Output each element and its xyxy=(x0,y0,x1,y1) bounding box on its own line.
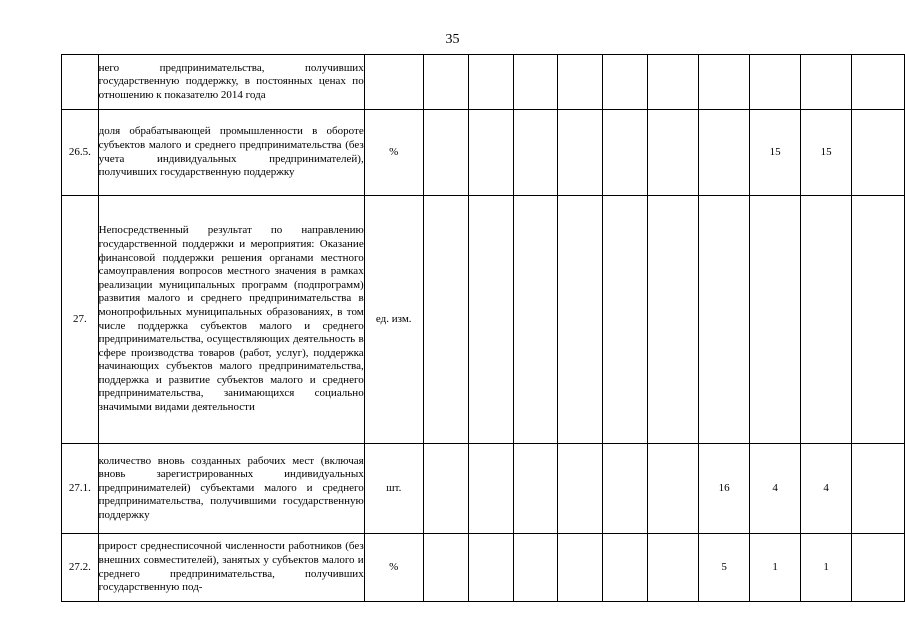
value-cell xyxy=(603,55,648,110)
unit-cell: % xyxy=(364,534,423,602)
value-cell xyxy=(558,110,603,196)
unit-cell xyxy=(364,55,423,110)
value-cell: 4 xyxy=(750,444,801,534)
value-cell xyxy=(423,196,468,444)
value-cell xyxy=(468,444,513,534)
value-cell xyxy=(750,55,801,110)
value-cell xyxy=(468,110,513,196)
indicator-text: прирост среднесписочной численности работников (без внешних совместителей), занятых у субъектов малого и среднего предпринимательства, получивших государственную под- xyxy=(98,534,364,602)
value-cell xyxy=(603,534,648,602)
value-cell xyxy=(423,110,468,196)
value-cell xyxy=(513,444,558,534)
value-cell xyxy=(558,55,603,110)
row-number: 26.5. xyxy=(62,110,99,196)
table-row xyxy=(62,196,905,444)
unit-cell: шт. xyxy=(364,444,423,534)
value-cell xyxy=(513,55,558,110)
value-cell xyxy=(603,444,648,534)
indicator-text: Непосредственный результат по направлению государственной поддержки и мероприятия: Оказание финансовой поддержки решения органами местного самоуправления вопросов местного значения в рамках реализации муниципальных программ (подпрограмм) развития малого и среднего предпринимательства в монопрофильных муниципальных образованиях, в том числе поддержка субъектов малого и среднего предпринимательства, осуществляющих деятельность в сфере производства товаров (работ, услуг), поддержка начинающих субъектов малого предпринимательства, поддержка и развитие субъектов малого и среднего предпринимательства, занимающихся социально значимыми видами деятельности xyxy=(98,196,364,444)
value-cell xyxy=(423,534,468,602)
value-cell xyxy=(699,196,750,444)
value-cell xyxy=(603,196,648,444)
value-cell xyxy=(801,196,852,444)
unit-cell: % xyxy=(364,110,423,196)
indicator-table xyxy=(61,54,905,602)
value-cell xyxy=(648,444,699,534)
table-row xyxy=(62,110,905,196)
value-cell xyxy=(852,196,905,444)
value-cell: 1 xyxy=(801,534,852,602)
value-cell xyxy=(513,196,558,444)
value-cell: 16 xyxy=(699,444,750,534)
value-cell xyxy=(603,110,648,196)
value-cell xyxy=(558,534,603,602)
value-cell: 1 xyxy=(750,534,801,602)
value-cell xyxy=(852,55,905,110)
value-cell xyxy=(648,110,699,196)
value-cell xyxy=(852,534,905,602)
row-number: 27.1. xyxy=(62,444,99,534)
row-number: 27. xyxy=(62,196,99,444)
value-cell xyxy=(468,55,513,110)
indicator-text: доля обрабатывающей промышленности в обороте субъектов малого и среднего предпринимательства (без учета индивидуальных предпринимателей), получивших государственную поддержку xyxy=(98,110,364,196)
value-cell: 15 xyxy=(801,110,852,196)
value-cell xyxy=(423,55,468,110)
indicator-text: него предпринимательства, получивших государственную поддержку, в постоянных ценах по отношению к показателю 2014 года xyxy=(98,55,364,110)
unit-cell: ед. изм. xyxy=(364,196,423,444)
value-cell: 4 xyxy=(801,444,852,534)
value-cell xyxy=(648,55,699,110)
value-cell xyxy=(699,55,750,110)
value-cell xyxy=(423,444,468,534)
indicator-text: количество вновь созданных рабочих мест (включая вновь зарегистрированных индивидуальных предпринимателей) субъектами малого и среднего предпринимательства, получившими государственную поддержку xyxy=(98,444,364,534)
value-cell xyxy=(750,196,801,444)
value-cell xyxy=(558,444,603,534)
table-row xyxy=(62,444,905,534)
value-cell xyxy=(558,196,603,444)
value-cell: 5 xyxy=(699,534,750,602)
value-cell xyxy=(852,110,905,196)
table-row xyxy=(62,534,905,602)
table-row xyxy=(62,55,905,110)
value-cell xyxy=(513,534,558,602)
value-cell xyxy=(852,444,905,534)
value-cell xyxy=(468,196,513,444)
value-cell xyxy=(468,534,513,602)
value-cell xyxy=(699,110,750,196)
row-number xyxy=(62,55,99,110)
value-cell xyxy=(648,534,699,602)
page-number: 35 xyxy=(445,32,460,47)
row-number: 27.2. xyxy=(62,534,99,602)
value-cell xyxy=(801,55,852,110)
value-cell: 15 xyxy=(750,110,801,196)
value-cell xyxy=(648,196,699,444)
value-cell xyxy=(513,110,558,196)
